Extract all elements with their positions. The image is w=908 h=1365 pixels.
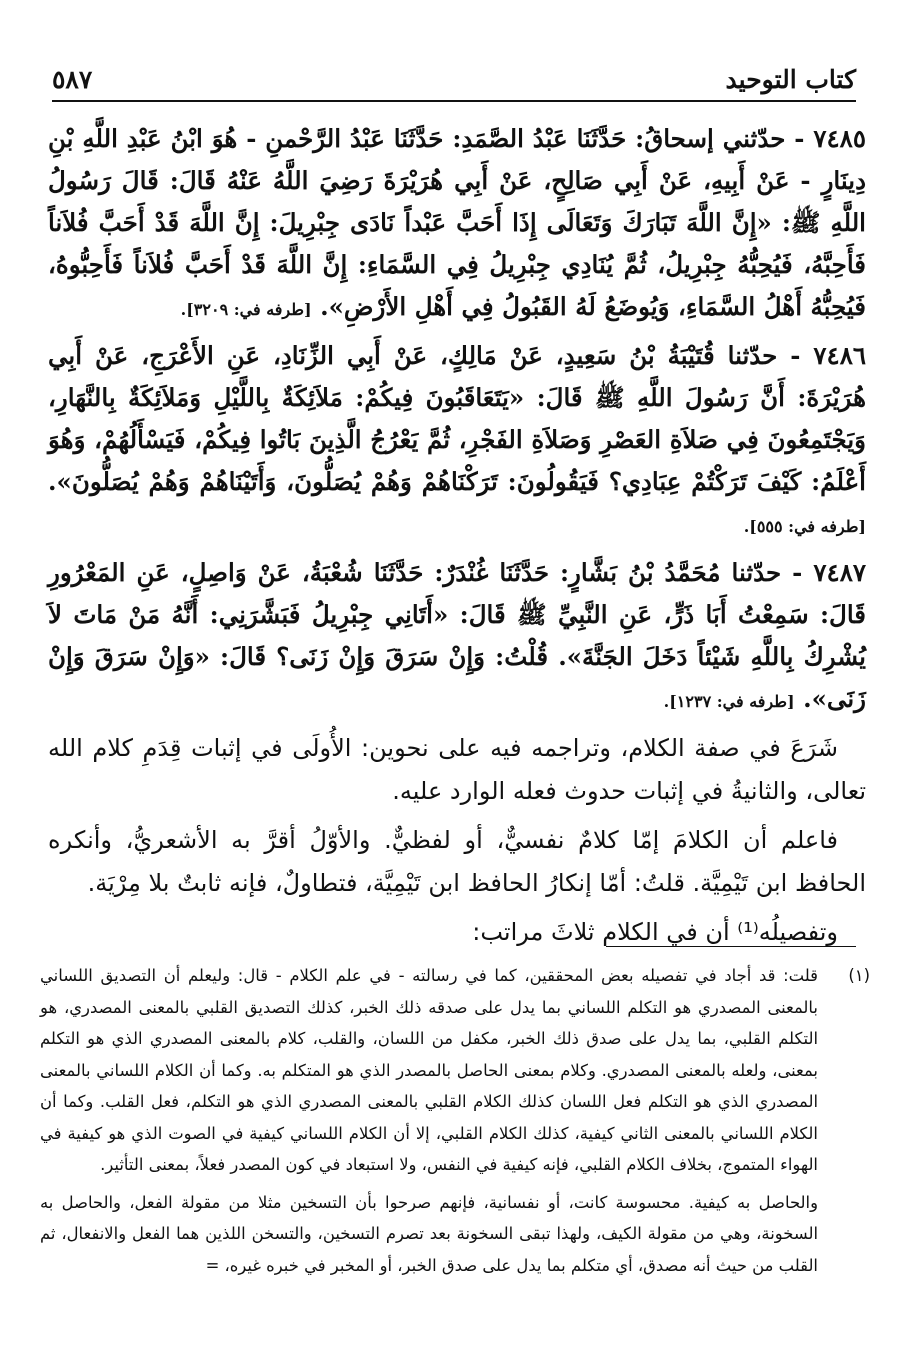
book-title: كتاب التوحيد <box>725 65 856 94</box>
hadith-reference: [طرفه في: ٥٥٥]. <box>743 517 866 536</box>
commentary <box>48 727 866 954</box>
footnotes <box>40 960 870 1281</box>
page-header <box>52 58 856 102</box>
page-number: ٥٨٧ <box>52 65 93 94</box>
commentary-paragraph: وتفصيلُه⁽¹⁾ أن في الكلام ثلاثَ مراتب: <box>472 918 838 946</box>
hadith-7485: ٧٤٨٥ - حدّثني إسحاقُ: حَدَّثَنَا عَبْدُ الصَّمَدِ: حَدَّثَنَا عَبْدُ الرَّحْمنِ - هُوَ ابْنُ عَبْدِ اللَّهِ بْنِ دِينَارٍ - عَنْ أَبِيهِ، عَنْ أَبِي صَالِحٍ، عَنْ أَبِي هُرَيْرَةَ رَضِيَ اللَّهُ عَنْهُ قَالَ: قَالَ رَسُولُ اللَّهِ ﷺ: «إِنَّ اللَّهَ تَبَارَكَ وَتَعَالَى إِذَا أَحَبَّ عَبْداً نَادَى جِبْرِيلَ: إِنَّ اللَّهَ قَدْ أَحَبَّ فُلاَناً فَأَحِبَّهُ، فَيُحِبُّهُ جِبْرِيلُ، ثُمَّ يُنَادِي جِبْرِيلُ فِي السَّمَاءِ: إِنَّ اللَّهَ قَدْ أَحَبَّ فُلاَناً فَأَحِبُّوهُ، فَيُحِبُّهُ أَهْلُ السَّمَاءِ، وَيُوضَعُ لَهُ القَبُولُ فِي أَهْلِ الأَرْضِ». [طرفه في: ٣٢٠٩]. <box>48 124 866 321</box>
footnote-marker: (١) <box>848 966 870 985</box>
hadith-number: ٧٤٨٥ <box>813 124 866 153</box>
hadith-text: حدّثنا مُحَمَّدُ بْنُ بَشَّارٍ: حَدَّثَنَا غُنْدَرٌ: حَدَّثَنَا شُعْبَةُ، عَنْ وَاصِلٍ، عَنِ المَعْرُورِ قَالَ: سَمِعْتُ أَبَا ذَرٍّ، عَنِ النَّبِيِّ ﷺ قَالَ: «أَتَانِي جِبْرِيلُ فَبَشَّرَنِي: أَنَّهُ مَنْ مَاتَ لاَ يُشْرِكُ بِاللَّهِ شَيْئاً دَخَلَ الجَنَّةَ». قُلْتُ: وَإِنْ سَرَقَ وَإِنْ زَنَى؟ قَالَ: «وَإِنْ سَرَقَ وَإِنْ زَنَى». <box>48 558 866 713</box>
footnote-text: قلت: قد أجاد في تفصيله بعض المحققين، كما في رسالته - في علم الكلام - قال: وليعلم أن التصديق اللساني بالمعنى المصدري هو التكلم اللساني بما يدل على صدقه ذلك الخبر، كذلك التصديق القلبي بالمعنى المصدري، هو التكلم القلبي، بما يدل على صدق ذلك الخبر، مكفل من اللسان، والقلب، كلام بالمعنى المصدري الذي هو التكلم بمعنى، ولعله بالمعنى المصدري. وكلام بمعنى الحاصل بالمصدر الذي هو المتكلم به. وكما أن الكلام اللساني بالمعنى المصدري الذي هو التكلم فعل اللسان كذلك الكلام القلبي بالمعنى المصدري الذي هو التكلم، فعل القلب. وكما أن الكلام اللساني بالمعنى الثاني كيفية، كذلك الكلام القلبي، إلا أن الكلام اللساني كيفية في الصوت الذي هو كيفية في الهواء المتموج، بخلاف الكلام القلبي، فإنه كيفية في النفس، ولا استبعاد في كون المصدر فعلاً، بمعنى التأثير. <box>40 966 818 1174</box>
commentary-paragraph: شَرَعَ في صفة الكلام، وتراجمه فيه على نحوين: الأُولَى في إثبات قِدَمِ كلام الله تعالى، والثانيةُ في إثبات حدوث فعله الوارد عليه. <box>48 734 866 805</box>
footnote <box>40 960 870 1281</box>
commentary-paragraph: فاعلم أن الكلامَ إمّا كلامٌ نفسيٌّ، أو لفظيٌّ. والأوّلُ أقرَّ به الأشعريُّ، وأنكره الحافظ ابن تَيْمِيَّة. قلتُ: أمّا إنكارُ الحافظ ابن تَيْمِيَّة، فتطاولٌ، فإنه ثابتٌ بلا مِرْيَة. <box>48 826 866 897</box>
hadith-reference: [طرفه في: ٣٢٠٩]. <box>180 300 312 319</box>
hadith-number: ٧٤٨٦ <box>813 341 867 370</box>
footnote-divider <box>606 946 856 947</box>
hadith-reference: [طرفه في: ١٢٣٧]. <box>663 692 795 711</box>
main-text <box>48 118 866 960</box>
hadith-7487: ٧٤٨٧ - حدّثنا مُحَمَّدُ بْنُ بَشَّارٍ: حَدَّثَنَا غُنْدَرٌ: حَدَّثَنَا شُعْبَةُ، عَنْ وَاصِلٍ، عَنِ المَعْرُورِ قَالَ: سَمِعْتُ أَبَا ذَرٍّ، عَنِ النَّبِيِّ ﷺ قَالَ: «أَتَانِي جِبْرِيلُ فَبَشَّرَنِي: أَنَّهُ مَنْ مَاتَ لاَ يُشْرِكُ بِاللَّهِ شَيْئاً دَخَلَ الجَنَّةَ». قُلْتُ: وَإِنْ سَرَقَ وَإِنْ زَنَى؟ قَالَ: «وَإِنْ سَرَقَ وَإِنْ زَنَى». [طرفه في: ١٢٣٧]. <box>48 558 867 713</box>
footnote-continuation: والحاصل به كيفية. محسوسة كانت، أو نفسانية، فإنهم صرحوا بأن التسخين مثلا من مقولة الفعل، والحاصل به السخونة، وهي من مقولة الكيف، ولهذا تبقى السخونة بعد تصرم التسخين، والتسخن اللذين هما الفعل والانفعال، ثم القلب من حيث أنه مصدق، أي متكلم بما يدل على صدق الخبر، أو المخبر في خبره غيره، = <box>40 1192 818 1275</box>
hadith-number: ٧٤٨٧ <box>813 558 867 587</box>
hadith-text: حدّثني إسحاقُ: حَدَّثَنَا عَبْدُ الصَّمَدِ: حَدَّثَنَا عَبْدُ الرَّحْمنِ - هُوَ ابْنُ عَبْدِ اللَّهِ بْنِ دِينَارٍ - عَنْ أَبِيهِ، عَنْ أَبِي صَالِحٍ، عَنْ أَبِي هُرَيْرَةَ رَضِيَ اللَّهُ عَنْهُ قَالَ: قَالَ رَسُولُ اللَّهِ ﷺ: «إِنَّ اللَّهَ تَبَارَكَ وَتَعَالَى إِذَا أَحَبَّ عَبْداً نَادَى جِبْرِيلَ: إِنَّ اللَّهَ قَدْ أَحَبَّ فُلاَناً فَأَحِبَّهُ، فَيُحِبُّهُ جِبْرِيلُ، ثُمَّ يُنَادِي جِبْرِيلُ فِي السَّمَاءِ: إِنَّ اللَّهَ قَدْ أَحَبَّ فُلاَناً فَأَحِبُّوهُ، فَيُحِبُّهُ أَهْلُ السَّمَاءِ، وَيُوضَعُ لَهُ القَبُولُ فِي أَهْلِ الأَرْضِ». <box>48 124 866 321</box>
hadith-7486: ٧٤٨٦ - حدّثنا قُتَيْبَةُ بْنُ سَعِيدٍ، عَنْ مَالِكٍ، عَنْ أَبِي الزِّنَادِ، عَنِ الأَعْرَجِ، عَنْ أَبِي هُرَيْرَةَ: أَنَّ رَسُولَ اللَّهِ ﷺ قَالَ: «يَتَعَاقَبُونَ فِيكُمْ: مَلاَئِكَةٌ بِاللَّيْلِ وَمَلاَئِكَةٌ بِالنَّهَارِ، وَيَجْتَمِعُونَ فِي صَلاَةِ العَصْرِ وَصَلاَةِ الفَجْرِ، ثُمَّ يَعْرُجُ الَّذِينَ بَاتُوا فِيكُمْ، فَيَسْأَلُهُمْ، وَهُوَ أَعْلَمُ: كَيْفَ تَرَكْتُمْ عِبَادِي؟ فَيَقُولُونَ: تَرَكْنَاهُمْ وَهُمْ يُصَلُّونَ، وَأَتَيْنَاهُمْ وَهُمْ يُصَلُّونَ». [طرفه في: ٥٥٥]. <box>48 341 867 536</box>
hadith-text: حدّثنا قُتَيْبَةُ بْنُ سَعِيدٍ، عَنْ مَالِكٍ، عَنْ أَبِي الزِّنَادِ، عَنِ الأَعْرَجِ، عَنْ أَبِي هُرَيْرَةَ: أَنَّ رَسُولَ اللَّهِ ﷺ قَالَ: «يَتَعَاقَبُونَ فِيكُمْ: مَلاَئِكَةٌ بِاللَّيْلِ وَمَلاَئِكَةٌ بِالنَّهَارِ، وَيَجْتَمِعُونَ فِي صَلاَةِ العَصْرِ وَصَلاَةِ الفَجْرِ، ثُمَّ يَعْرُجُ الَّذِينَ بَاتُوا فِيكُمْ، فَيَسْأَلُهُمْ، وَهُوَ أَعْلَمُ: كَيْفَ تَرَكْتُمْ عِبَادِي؟ فَيَقُولُونَ: تَرَكْنَاهُمْ وَهُمْ يُصَلُّونَ، وَأَتَيْنَاهُمْ وَهُمْ يُصَلُّونَ». <box>48 341 866 496</box>
